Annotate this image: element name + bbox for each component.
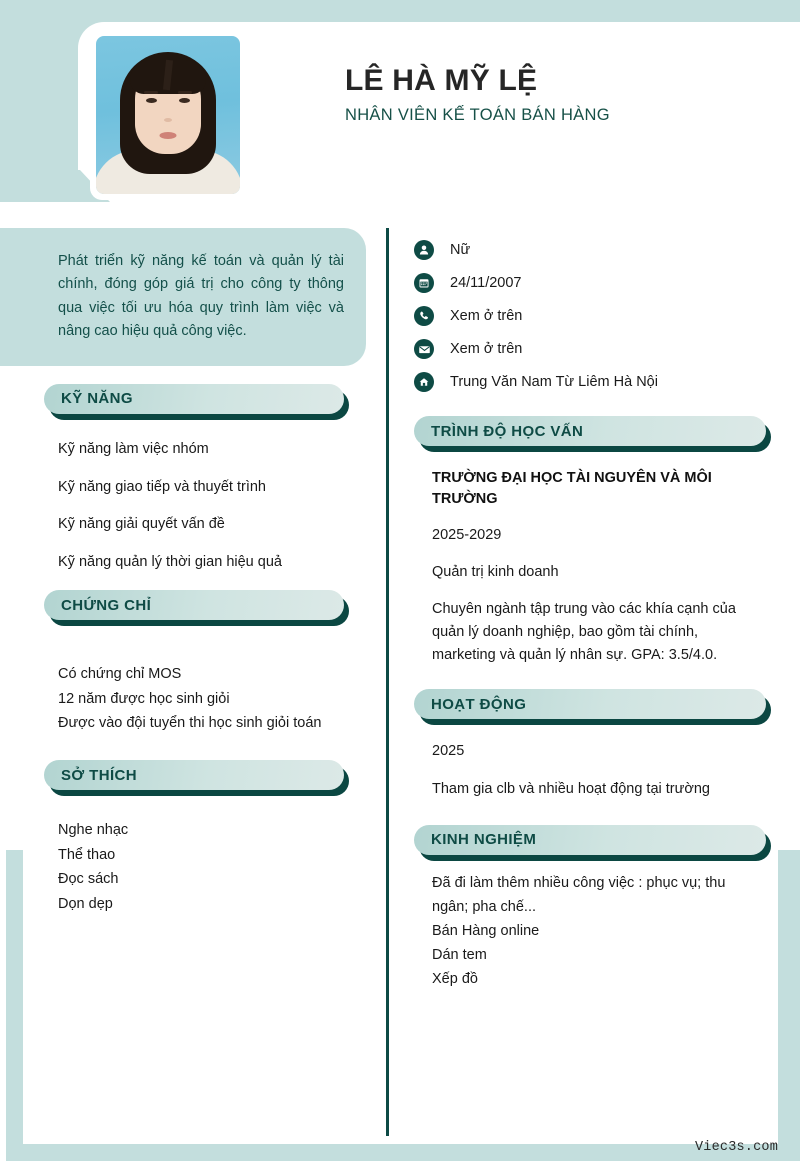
- experience-list: [414, 871, 750, 991]
- list-item: Đọc sách: [58, 871, 119, 888]
- column-divider: [386, 228, 389, 1136]
- watermark: Viec3s.com: [694, 1140, 778, 1155]
- candidate-name: LÊ HÀ MỸ LỆ: [345, 64, 538, 97]
- contact-row-phone: [414, 306, 784, 326]
- section-header-skills: [44, 384, 344, 416]
- avatar: [90, 30, 246, 200]
- activities-period: 2025: [432, 743, 465, 760]
- section-title-experience: KINH NGHIỆM: [431, 831, 537, 849]
- section-header-hobbies: [44, 760, 344, 792]
- section-header-education: [414, 416, 766, 448]
- contact-value: Nữ: [450, 242, 471, 258]
- section-title-education: TRÌNH ĐỘ HỌC VẤN: [431, 422, 584, 440]
- contact-value: Trung Văn Nam Từ Liêm Hà Nội: [450, 374, 658, 390]
- section-header-activities: [414, 689, 766, 721]
- list-item: Xếp đồ: [432, 970, 478, 987]
- contact-value: 24/11/2007: [450, 275, 522, 291]
- pill: [44, 384, 344, 414]
- education-description: Chuyên ngành tập trung vào các khía cạnh của quản lý doanh nghiệp, bao gồm tài chính, marketing và quản lý nhân sự. GPA: 3.5/4.0.: [432, 601, 736, 664]
- list-item: Dọn dẹp: [58, 896, 113, 913]
- education-period: 2025-2029: [432, 527, 502, 544]
- pill: [44, 590, 344, 620]
- contact-list: [414, 240, 784, 392]
- hobbies-list: [58, 818, 350, 917]
- envelope-icon: [414, 339, 434, 359]
- list-item: Nghe nhạc: [58, 822, 129, 839]
- portrait-photo: [96, 36, 240, 194]
- education-section: [414, 416, 784, 667]
- decor-frame-bottom-bar: [6, 1144, 800, 1161]
- phone-icon: [414, 306, 434, 326]
- section-title-skills: KỸ NĂNG: [61, 390, 133, 408]
- activities-description: Tham gia clb và nhiều hoạt động tại trường: [432, 780, 710, 797]
- pill: [414, 825, 766, 855]
- contact-row-gender: [414, 240, 784, 260]
- left-column: [0, 228, 372, 917]
- certificates-list: [58, 662, 350, 736]
- contact-value: Xem ở trên: [450, 308, 523, 324]
- contact-value: Xem ở trên: [450, 341, 523, 357]
- contact-row-birthday: [414, 273, 784, 293]
- right-column: [414, 240, 784, 997]
- home-icon: [414, 372, 434, 392]
- summary-box: [0, 228, 366, 366]
- list-item: Kỹ năng quản lý thời gian hiệu quả: [58, 553, 282, 570]
- calendar-icon: [414, 273, 434, 293]
- section-header-certificates: [44, 590, 344, 622]
- list-item: Dán tem: [432, 946, 487, 963]
- summary-text: Phát triển kỹ năng kế toán và quản lý tài chính, đóng góp giá trị cho công ty thông qua việc tối ưu hóa quy trình làm việc và nâng cao hiệu quả công việc.: [58, 253, 344, 340]
- education-organization: TRƯỜNG ĐẠI HỌC TÀI NGUYÊN VÀ MÔI TRƯỜNG: [432, 470, 712, 507]
- pill: [414, 689, 766, 719]
- list-item: Được vào đội tuyển thi học sinh giỏi toán: [58, 715, 322, 732]
- list-item: Kỹ năng giải quyết vấn đề: [58, 516, 225, 533]
- education-major: Quản trị kinh doanh: [432, 563, 559, 580]
- contact-row-email: [414, 339, 784, 359]
- person-icon: [414, 240, 434, 260]
- job-title: NHÂN VIÊN KẾ TOÁN BÁN HÀNG: [345, 106, 610, 125]
- list-item: 12 năm được học sinh giỏi: [58, 690, 230, 707]
- list-item: Kỹ năng làm việc nhóm: [58, 440, 209, 457]
- list-item: Bán Hàng online: [432, 922, 540, 939]
- pill: [414, 416, 766, 446]
- section-title-activities: HOẠT ĐỘNG: [431, 695, 527, 713]
- activities-section: [414, 689, 784, 800]
- section-header-experience: [414, 825, 766, 857]
- contact-row-address: [414, 372, 784, 392]
- section-title-hobbies: SỞ THÍCH: [61, 766, 137, 784]
- skills-list: [58, 440, 358, 572]
- section-title-certificates: CHỨNG CHỈ: [61, 596, 152, 614]
- list-item: Đã đi làm thêm nhiều công việc : phục vụ; thu ngân; pha chế...: [432, 874, 726, 915]
- experience-section: [414, 825, 784, 991]
- pill: [44, 760, 344, 790]
- list-item: Kỹ năng giao tiếp và thuyết trình: [58, 478, 266, 495]
- name-block: [345, 64, 610, 125]
- list-item: Có chứng chỉ MOS: [58, 666, 182, 683]
- list-item: Thể thao: [58, 846, 116, 863]
